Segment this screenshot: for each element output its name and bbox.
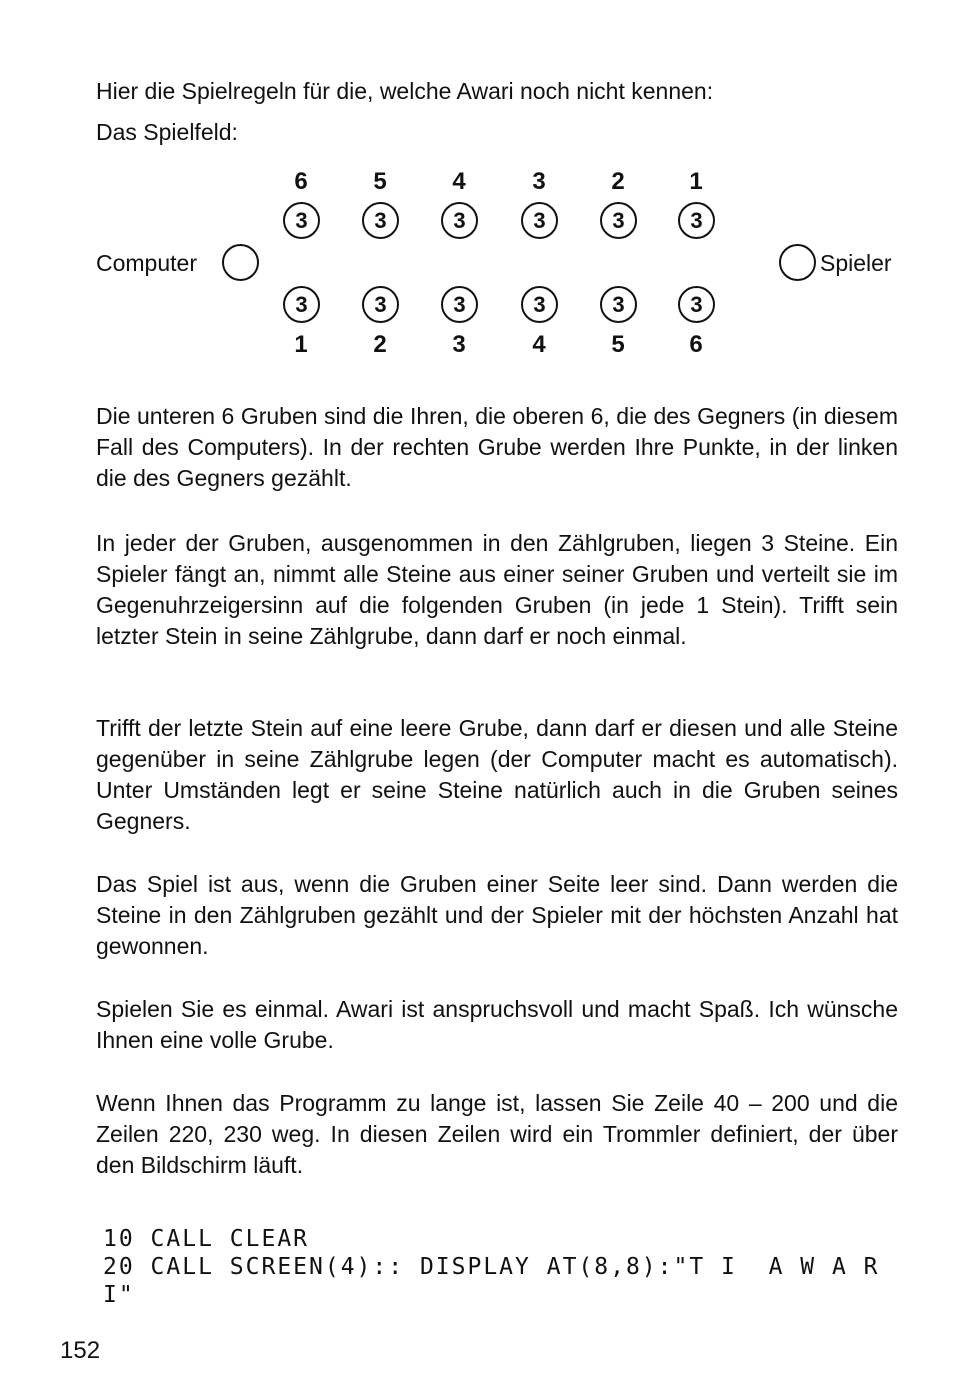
awari-board-diagram — [0, 0, 968, 370]
top-pit: 3 — [600, 202, 637, 239]
page-number: 152 — [60, 1337, 101, 1364]
bottom-pit: 3 — [521, 286, 558, 323]
intro-text: Hier die Spielregeln für die, welche Awari noch nicht kennen: — [96, 78, 714, 104]
computer-label: Computer — [96, 250, 197, 276]
bottom-pit-number: 3 — [452, 331, 466, 358]
bottom-pit-number: 4 — [532, 331, 546, 358]
rules-paragraph: Die unteren 6 Gruben sind die Ihren, die oberen 6, die des Gegners (in diesem Fall des Computers). In der rechten Grube werden Ihre Punkte, in der linken die des Gegners gezählt. — [96, 403, 898, 491]
top-pit: 3 — [441, 202, 478, 239]
code-line: 10 CALL CLEAR — [103, 1226, 310, 1252]
bottom-pit: 3 — [362, 286, 399, 323]
top-pit-number: 5 — [373, 168, 387, 195]
bottom-pit-number: 1 — [294, 331, 308, 358]
top-pit: 3 — [678, 202, 715, 239]
bottom-pit: 3 — [283, 286, 320, 323]
bottom-pit: 3 — [441, 286, 478, 323]
rules-paragraph: Das Spiel ist aus, wenn die Gruben einer Seite leer sind. Dann werden die Steine in den Zählgruben gezählt und der Spieler mit der höchsten Anzahl hat gewonnen. — [96, 871, 898, 959]
rules-paragraph: Trifft der letzte Stein auf eine leere Grube, dann darf er diesen und alle Steine gegenüber in seine Zählgrube legen (der Computer macht es automatisch). Unter Umständen legt er seine Steine natürlich auch in die Gruben seines Gegners. — [96, 715, 898, 834]
bottom-pit: 3 — [678, 286, 715, 323]
rules-paragraph: Spielen Sie es einmal. Awari ist anspruchsvoll und macht Spaß. Ich wünsche Ihnen eine volle Grube. — [96, 996, 898, 1053]
computer-store-pit — [222, 244, 259, 281]
top-pit-number: 3 — [532, 168, 546, 195]
top-pit-number: 6 — [294, 168, 308, 195]
top-pit-number: 2 — [611, 168, 625, 195]
top-pit: 3 — [521, 202, 558, 239]
player-label: Spieler — [820, 250, 892, 276]
code-line: 20 CALL SCREEN(4):: DISPLAY AT(8,8):"T I A W A R I" — [103, 1254, 896, 1308]
bottom-pit-number: 2 — [373, 331, 387, 358]
board-heading: Das Spielfeld: — [96, 119, 238, 145]
rules-paragraph: Wenn Ihnen das Programm zu lange ist, lassen Sie Zeile 40 – 200 und die Zeilen 220, 230 weg. In diesen Zeilen wird ein Trommler definiert, der über den Bildschirm läuft. — [96, 1090, 898, 1178]
bottom-pit-number: 6 — [689, 331, 703, 358]
top-pit-number: 4 — [452, 168, 466, 195]
top-pit: 3 — [283, 202, 320, 239]
top-pit-number: 1 — [689, 168, 703, 195]
top-pit: 3 — [362, 202, 399, 239]
bottom-pit-number: 5 — [611, 331, 625, 358]
player-store-pit — [779, 244, 816, 281]
rules-paragraph: In jeder der Gruben, ausgenommen in den Zählgruben, liegen 3 Steine. Ein Spieler fängt an, nimmt alle Steine aus einer seiner Gruben und verteilt sie im Gegenuhrzeigersinn auf die folgenden Gruben (in jede 1 Stein). Trifft sein letzter Stein in seine Zählgrube, dann darf er noch einmal. — [96, 530, 898, 649]
bottom-pit: 3 — [600, 286, 637, 323]
